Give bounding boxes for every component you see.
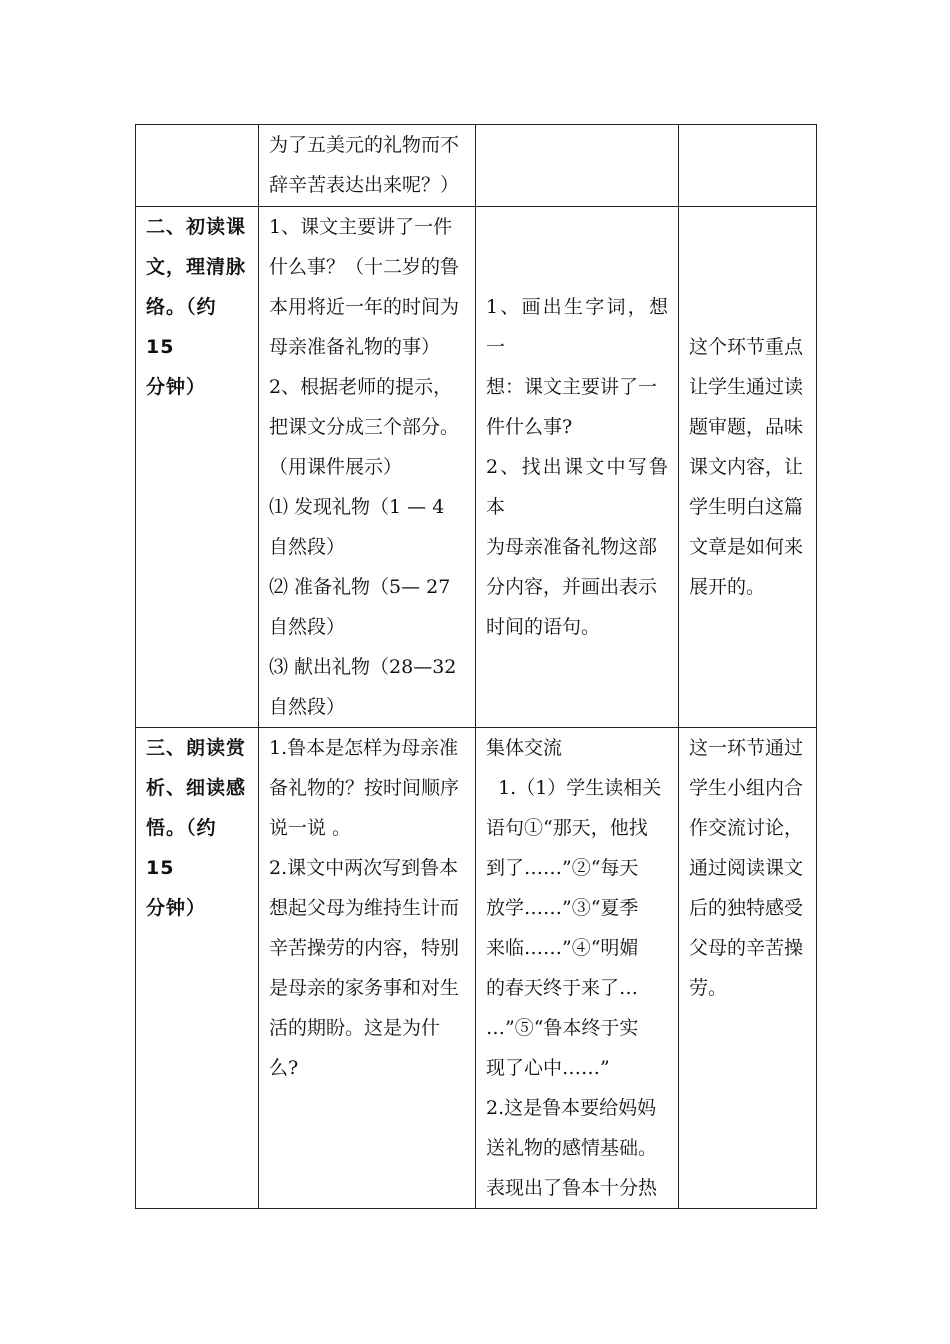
cell-text-line: 2.这是鲁本要给妈妈: [486, 1097, 657, 1119]
cell-text-line: 的春天终于来了…: [486, 977, 639, 999]
cell-text-line: 分钟）: [146, 376, 207, 398]
cell-text-line: 文章是如何来: [689, 536, 804, 558]
cell-text-line: 分内容，并画出表示: [486, 576, 658, 598]
cell-text-line: 为了五美元的礼物而不: [269, 134, 460, 156]
cell-text-line: 二、初读课: [146, 216, 247, 238]
teacher-activity-cell: [259, 728, 476, 1209]
stage-cell: [136, 728, 259, 1209]
cell-text-line: 析、细读感: [146, 777, 247, 799]
cell-text-line: 想起父母为维持生计而: [269, 897, 460, 919]
lesson-plan-table: [135, 124, 817, 1209]
cell-text-line: 父母的辛苦操: [689, 937, 804, 959]
cell-text-line: 说一说 。: [269, 817, 352, 839]
cell-text-line: 自然段）: [269, 616, 346, 638]
cell-text-line: …”⑤“鲁本终于实: [486, 1017, 639, 1039]
cell-text-line: （用课件展示）: [269, 456, 403, 478]
cell-text-line: 悟。（约 15: [146, 817, 225, 879]
cell-text-line: 把课文分成三个部分。: [269, 416, 460, 438]
cell-text-line: 1、课文主要讲了一件: [269, 216, 453, 238]
cell-text-line: 时间的语句。: [486, 616, 601, 638]
cell-text-line: 这一环节通过: [689, 737, 804, 759]
table-row: [136, 207, 817, 728]
cell-text-line: 通过阅读课文: [689, 857, 804, 879]
cell-text-line: 展开的。: [689, 576, 766, 598]
cell-text-line: 么?: [269, 1057, 299, 1079]
cell-text-line: 件什么事?: [486, 416, 573, 438]
cell-text-line: 让学生通过读: [689, 376, 804, 398]
cell-text-line: 作交流讨论，: [689, 817, 804, 839]
teacher-activity-cell: [259, 207, 476, 728]
cell-text-line: 现了心中……”: [486, 1057, 610, 1079]
cell-text-line: 1、画出生字词，想一: [486, 296, 668, 358]
student-activity-cell: [476, 207, 679, 728]
student-activity-cell: [476, 728, 679, 1209]
table-row: [136, 125, 817, 207]
cell-text-line: 辞辛苦表达出来呢？）: [269, 174, 460, 196]
cell-text-line: 来临……”④“明媚: [486, 937, 639, 959]
cell-text-line: 本用将近一年的时间为: [269, 296, 460, 318]
cell-text-line: 自然段）: [269, 536, 346, 558]
cell-text-line: 2、找出课文中写鲁本: [486, 456, 668, 518]
cell-text-line: 什么事？（十二岁的鲁: [269, 256, 460, 278]
cell-text-line: 母亲准备礼物的事）: [269, 336, 441, 358]
table-row: [136, 728, 817, 1209]
cell-text-line: 为母亲准备礼物这部: [486, 536, 658, 558]
cell-text-line: 题审题，品味: [689, 416, 804, 438]
cell-text-line: 分钟）: [146, 897, 207, 919]
cell-text-line: 集体交流: [486, 737, 563, 759]
cell-text-line: 劳。: [689, 977, 728, 999]
stage-cell: [136, 125, 259, 207]
cell-text-line: ⑴ 发现礼物（1 — 4: [269, 496, 445, 518]
cell-text-line: 2.课文中两次写到鲁本: [269, 857, 459, 879]
cell-text-line: 文，理清脉: [146, 256, 247, 278]
table-body: [136, 125, 817, 1209]
cell-text-line: 送礼物的感情基础。: [486, 1137, 658, 1159]
cell-text-line: 1.（1）学生读相关: [486, 777, 662, 799]
cell-text-line: 1.鲁本是怎样为母亲准: [269, 737, 459, 759]
cell-text-line: 自然段）: [269, 696, 346, 718]
cell-text-line: 学生明白这篇: [689, 496, 804, 518]
cell-text-line: 2、根据老师的提示，: [269, 376, 453, 398]
cell-text-line: 络。（约 15: [146, 296, 225, 358]
cell-text-line: ⑶ 献出礼物（28—32: [269, 656, 457, 678]
cell-text-line: 后的独特感受: [689, 897, 804, 919]
cell-text-line: 三、朗读赏: [146, 737, 247, 759]
cell-text-line: 课文内容，让: [689, 456, 804, 478]
stage-cell: [136, 207, 259, 728]
design-intent-cell: [679, 207, 817, 728]
teacher-activity-cell: [259, 125, 476, 207]
cell-text-line: ⑵ 准备礼物（5— 27: [269, 576, 451, 598]
cell-text-line: 这个环节重点: [689, 336, 804, 358]
cell-text-line: 备礼物的？按时间顺序: [269, 777, 460, 799]
cell-text-line: 学生小组内合: [689, 777, 804, 799]
design-intent-cell: [679, 728, 817, 1209]
cell-text-line: 到了……”②“每天: [486, 857, 639, 879]
design-intent-cell: [679, 125, 817, 207]
cell-text-line: 表现出了鲁本十分热: [486, 1177, 658, 1199]
student-activity-cell: [476, 125, 679, 207]
cell-text-line: 语句①“那天，他找: [486, 817, 648, 839]
cell-text-line: 放学……”③“夏季: [486, 897, 639, 919]
cell-text-line: 辛苦操劳的内容，特别: [269, 937, 460, 959]
cell-text-line: 想：课文主要讲了一: [486, 376, 658, 398]
cell-text-line: 活的期盼。这是为什: [269, 1017, 441, 1039]
cell-text-line: 是母亲的家务事和对生: [269, 977, 460, 999]
